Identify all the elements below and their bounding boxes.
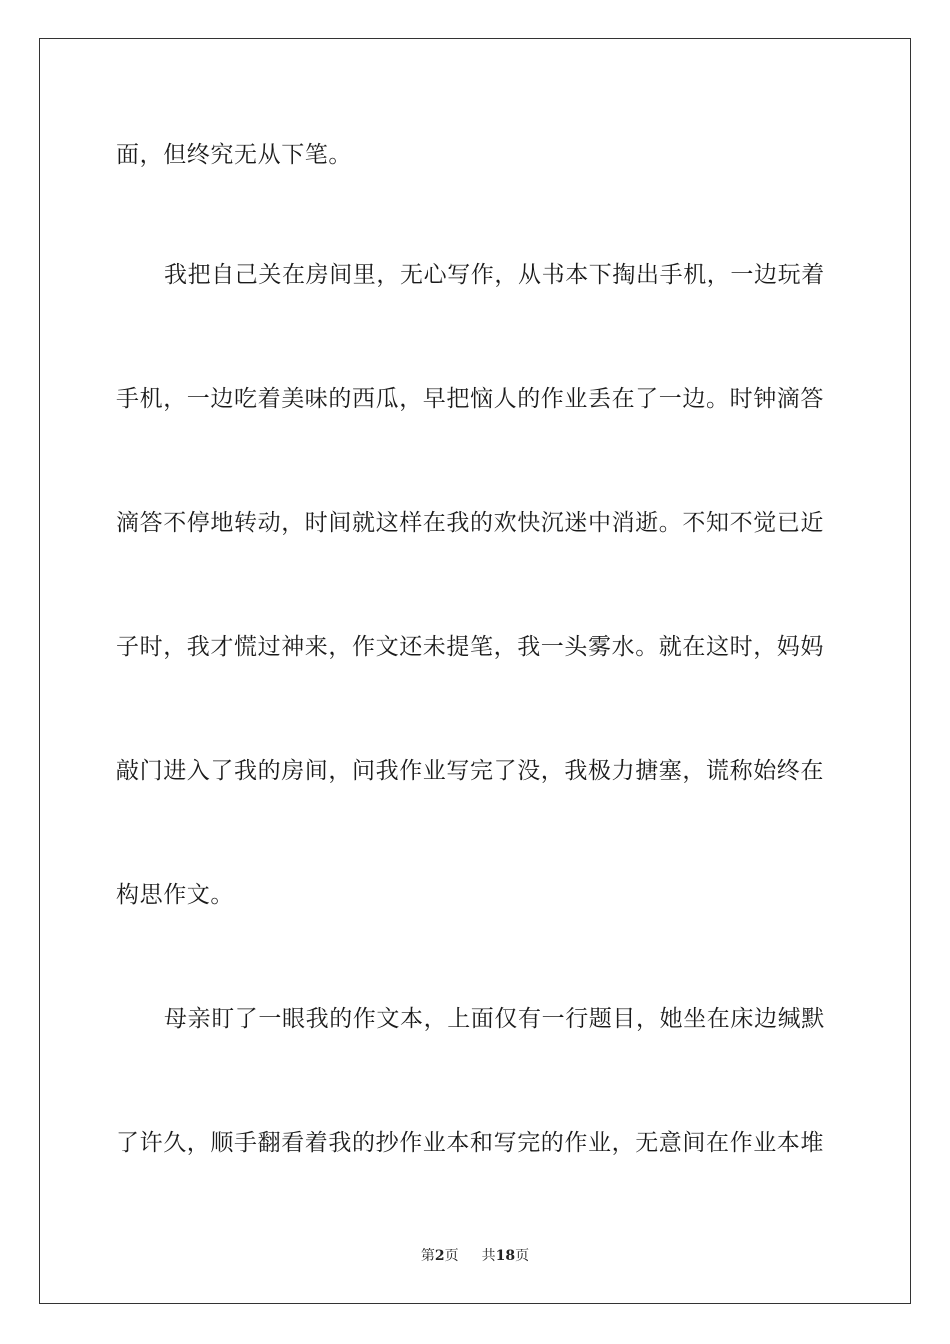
page-prefix: 第 bbox=[420, 1248, 435, 1264]
page-suffix: 页 bbox=[444, 1248, 459, 1264]
text-line-2: 我把自己关在房间里，无心写作，从书本下掏出手机，一边玩着 bbox=[164, 262, 825, 288]
page-border bbox=[39, 38, 911, 1304]
text-line-3: 手机，一边吃着美味的西瓜，早把恼人的作业丢在了一边。时钟滴答 bbox=[116, 386, 824, 412]
text-line-5: 子时，我才慌过神来，作文还未提笔，我一头雾水。就在这时，妈妈 bbox=[116, 634, 824, 660]
text-line-7: 构思作文。 bbox=[116, 882, 234, 908]
page-footer bbox=[0, 1247, 950, 1265]
text-line-8: 母亲盯了一眼我的作文本，上面仅有一行题目，她坐在床边缄默 bbox=[164, 1006, 825, 1032]
page-number: 2 bbox=[434, 1248, 445, 1264]
page-number-label bbox=[421, 1247, 459, 1265]
total-prefix: 共 bbox=[481, 1248, 496, 1264]
total-pages-label bbox=[482, 1247, 529, 1265]
text-line-6: 敲门进入了我的房间，问我作业写完了没，我极力搪塞，谎称始终在 bbox=[116, 758, 824, 784]
total-number: 18 bbox=[495, 1248, 516, 1264]
text-line-4: 滴答不停地转动，时间就这样在我的欢快沉迷中消逝。不知不觉已近 bbox=[116, 510, 824, 536]
total-suffix: 页 bbox=[515, 1248, 530, 1264]
text-line-1: 面，但终究无从下笔。 bbox=[116, 142, 352, 168]
text-line-9: 了许久，顺手翻看着我的抄作业本和写完的作业，无意间在作业本堆 bbox=[116, 1130, 824, 1156]
